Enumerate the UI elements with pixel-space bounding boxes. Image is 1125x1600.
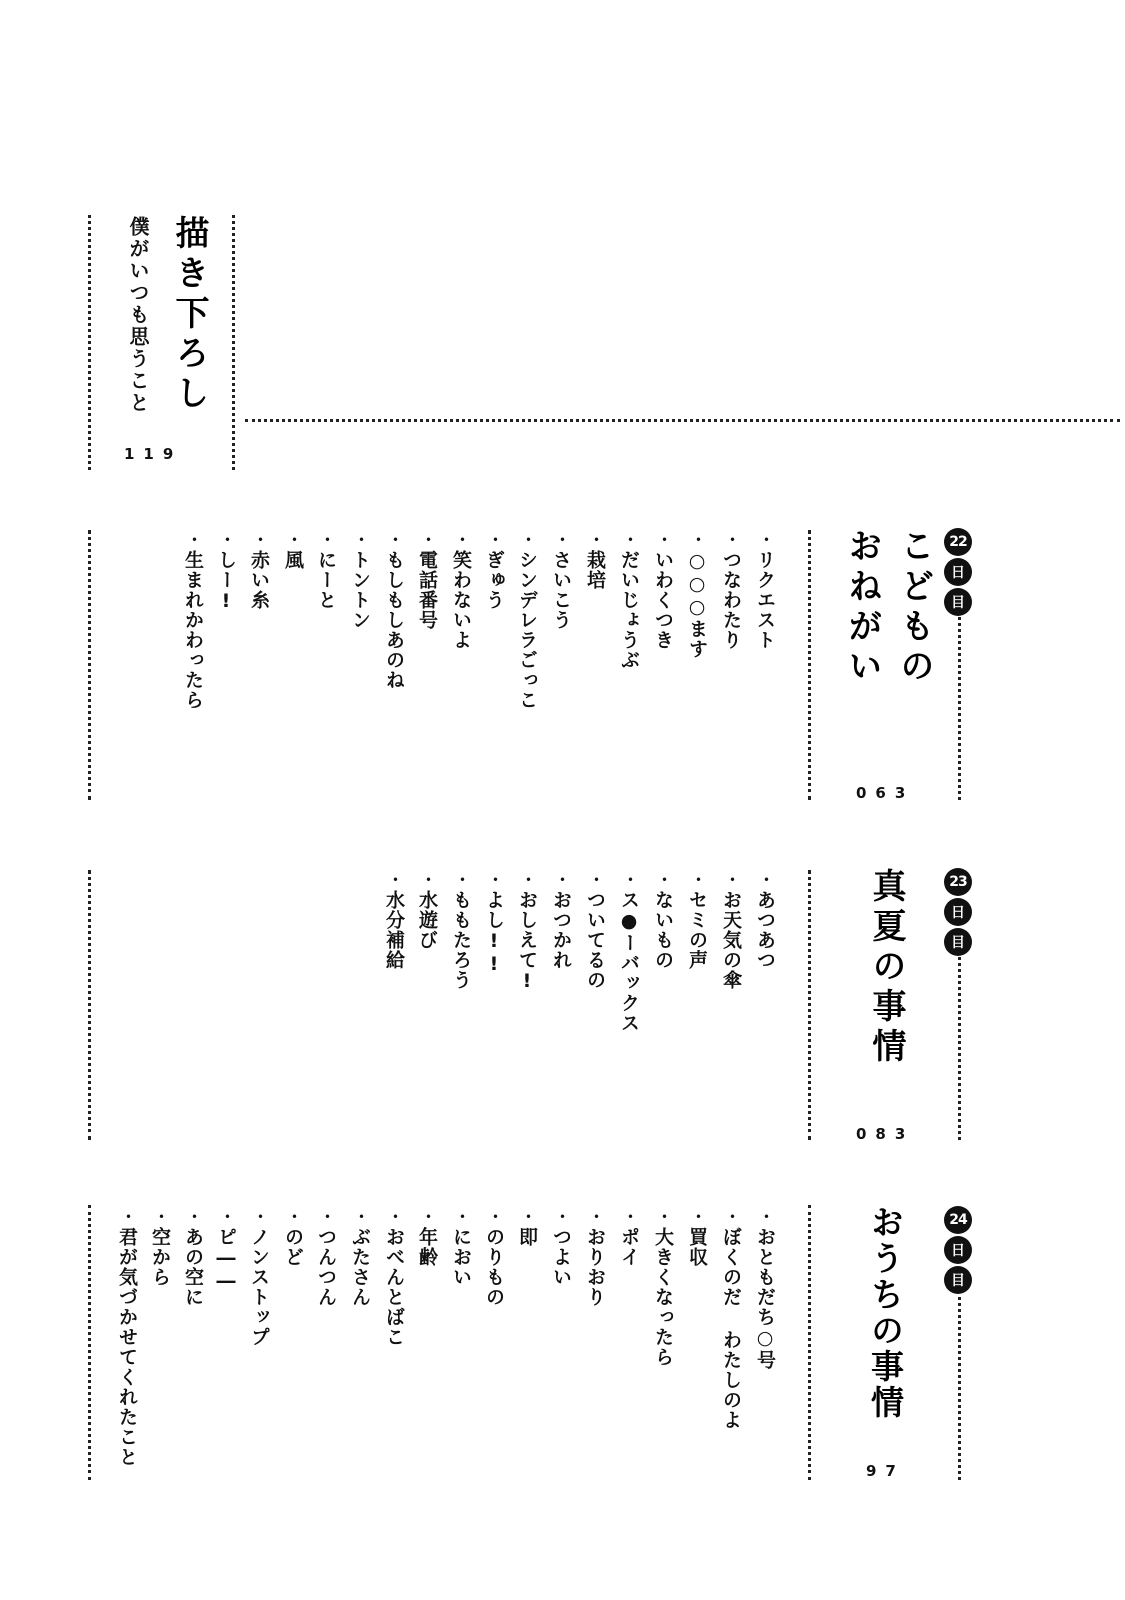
chapter-item: ・ おつかれ: [548, 870, 575, 970]
chapter-item: ・ おりおり: [582, 1207, 609, 1307]
chapter-item: ・ ス●ーバックス: [616, 870, 643, 1033]
day-badge: [943, 1206, 973, 1296]
chapter-item: ・ さいこう: [548, 530, 575, 630]
chapter-item: ・ だいじょうぶ: [616, 530, 643, 670]
chapter-item: ・ にーと: [313, 530, 340, 610]
dotted-rule: [245, 419, 1120, 422]
page-number: 063: [856, 784, 915, 802]
chapter-item: ・ もしもしあのね: [381, 530, 408, 690]
chapter-item: ・ トントン: [347, 530, 374, 630]
dotted-rule: [958, 950, 961, 1140]
dotted-rule: [88, 1205, 91, 1480]
chapter-item: ・ 大きくなったら: [650, 1207, 677, 1367]
page-number: 083: [856, 1125, 915, 1143]
dotted-rule: [958, 610, 961, 800]
chapter-item: ・ 君が気づかせてくれたこと: [114, 1207, 141, 1467]
chapter-item: ・ おべんとばこ: [381, 1207, 408, 1347]
chapter-title: こどもの: [894, 528, 934, 688]
special-title: 描き下ろし: [169, 215, 209, 415]
chapter-item: ・ いわくつき: [650, 530, 677, 650]
page-number: 97: [866, 1462, 905, 1480]
chapter-item: ・ 水遊び: [414, 870, 441, 950]
day-label: 目: [944, 928, 972, 956]
chapter-item: ・ おともだち○号: [752, 1207, 779, 1370]
chapter-item: ・ 空から: [147, 1207, 174, 1287]
chapter-item: ・ ノンストップ: [246, 1207, 273, 1347]
page-number: 119: [124, 445, 183, 463]
day-badge: [943, 868, 973, 958]
chapter-item: ・ ポイ: [616, 1207, 643, 1267]
day-number: 23: [944, 868, 972, 896]
dotted-rule: [88, 870, 91, 1140]
dotted-rule: [808, 870, 811, 1140]
chapter-item: ・ あつあつ: [752, 870, 779, 970]
chapter-item: ・ セミの声: [684, 870, 711, 970]
chapter-item: ・ つよい: [548, 1207, 575, 1287]
chapter-item: ・ 電話番号: [414, 530, 441, 630]
chapter-item: ・ におい: [448, 1207, 475, 1287]
chapter-item: ・ 栽培: [582, 530, 609, 590]
chapter-item: ・ 買収: [684, 1207, 711, 1267]
chapter-item: ・ ○○○ます: [684, 530, 711, 659]
day-label: 日: [944, 558, 972, 586]
chapter-item: ・ しー!: [213, 530, 240, 613]
day-badge: [943, 528, 973, 618]
dotted-rule: [88, 530, 91, 800]
chapter-item: ・ お天気の傘: [718, 870, 745, 990]
chapter-item: ・ 笑わないよ: [448, 530, 475, 650]
chapter-item: ・ 風: [280, 530, 307, 570]
day-label: 目: [944, 1266, 972, 1294]
chapter-item: ・ 水分補給: [381, 870, 408, 970]
chapter-item: ・ ピ――: [213, 1207, 240, 1293]
chapter-item: ・ あの空に: [180, 1207, 207, 1307]
day-label: 日: [944, 1236, 972, 1264]
chapter-item: ・ ないもの: [650, 870, 677, 970]
chapter-title: おねがい: [842, 528, 882, 688]
day-number: 24: [944, 1206, 972, 1234]
special-subtitle: 僕がいつも思うこと: [126, 216, 150, 414]
chapter-item: ・ リクエスト: [752, 530, 779, 650]
chapter-item: ・ 生まれかわったら: [180, 530, 207, 710]
chapter-item: ・ つなわたり: [718, 530, 745, 650]
chapter-item: ・ おしえて!: [514, 870, 541, 993]
dotted-rule: [958, 1290, 961, 1480]
chapter-item: ・ のど: [280, 1207, 307, 1267]
chapter-title: 真夏の事情: [866, 868, 906, 1068]
chapter-item: ・ つんつん: [313, 1207, 340, 1307]
dotted-rule: [808, 530, 811, 800]
chapter-item: ・ ぼくのだ わたしのよ: [718, 1207, 745, 1430]
chapter-item: ・ のりもの: [481, 1207, 508, 1307]
chapter-item: ・ 即: [514, 1207, 541, 1247]
dotted-rule: [232, 215, 235, 470]
chapter-item: ・ ももたろう: [448, 870, 475, 990]
chapter-item: ・ ついてるの: [582, 870, 609, 990]
chapter-title: おうちの事情: [866, 1205, 905, 1421]
chapter-item: ・ シンデレラごっこ: [514, 530, 541, 710]
day-label: 目: [944, 588, 972, 616]
chapter-item: ・ ぎゅう: [481, 530, 508, 610]
chapter-item: ・ よし!!: [481, 870, 508, 976]
day-number: 22: [944, 528, 972, 556]
dotted-rule: [808, 1205, 811, 1480]
chapter-item: ・ 年齢: [414, 1207, 441, 1267]
day-label: 日: [944, 898, 972, 926]
chapter-item: ・ ぶたさん: [347, 1207, 374, 1307]
dotted-rule: [88, 215, 91, 470]
chapter-item: ・ 赤い糸: [246, 530, 273, 610]
